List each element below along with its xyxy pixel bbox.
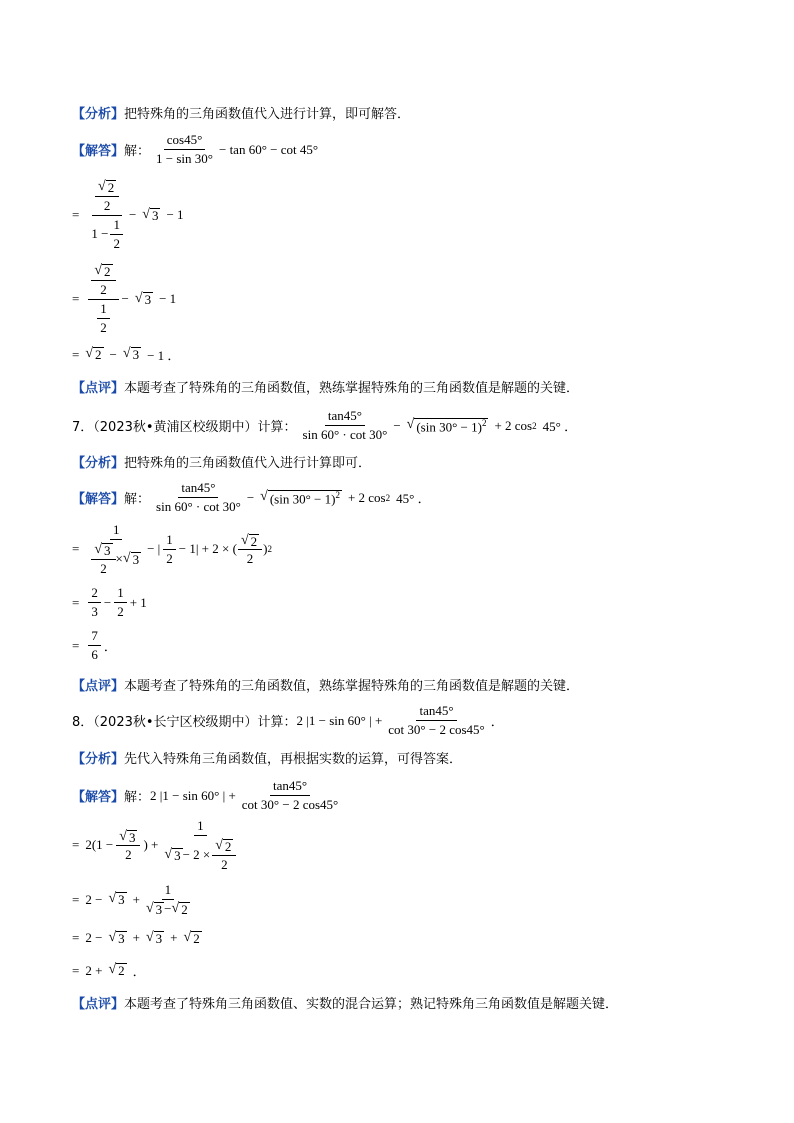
comment-tag: 【点评】	[72, 679, 125, 694]
solution-tag: 【解答】	[72, 144, 125, 159]
step-line: = 1 √ 3 2 × √ 3 − | $\frac{1}{2}$ − 1| + 2 × ( √ 2 2 ) 2	[72, 522, 272, 576]
step-line: = 2(1 − √ 3 2 ) + 1 √ 3 − 2 × √ 2 2	[72, 818, 242, 873]
step-line: = √ 2 2 1 − $\frac{1}{2}$ − √ 3 − 1	[72, 179, 184, 251]
comment-line-7	[72, 675, 579, 694]
complex-fraction: √ 2 2 1 − $\frac{1}{2}$	[88, 178, 126, 252]
comment-text: 本题考查了特殊角的三角函数值，熟练掌握特殊角的三角函数值是解题的关键．	[124, 679, 580, 694]
solution-line-7: 【解答】 解： $\frac{\tan 45^\circ}{\sin 60^\circ \cdot \cot 30^\circ}$ − √ (sin 30° − 1)$^2$ + 2 cos 2 45° ．	[72, 480, 431, 514]
solution-text: 解：	[124, 790, 151, 805]
question-fraction: $\frac{\tan 45^\circ}{\cot 30^\circ - 2 \cos 45^\circ}$	[388, 703, 485, 737]
solution-fraction: $\frac{\tan 45^\circ}{\cot 30^\circ - 2 \cos 45^\circ}$	[241, 778, 339, 812]
solution-tag: 【解答】	[72, 790, 125, 805]
comment-text: 本题考查了特殊角的三角函数值，熟练掌握特殊角的三角函数值是解题的关键．	[124, 381, 580, 396]
square-root: √ (sin 30° − 1)$^2$	[260, 488, 340, 506]
step-line: = $\frac{7}{6}$ ．	[72, 628, 117, 662]
question-head: 7．（2023秋•黄浦区校级期中）计算：	[72, 420, 297, 435]
solution-text: 解：	[124, 492, 151, 507]
fraction-expression: $\frac{\cos 45^\circ}{1 - \sin 30^\circ}$	[156, 132, 213, 166]
comment-tag: 【点评】	[72, 997, 125, 1012]
step-line: = √ 2 − √ 3 − 1 ．	[72, 346, 181, 363]
analysis-text: 把特殊角的三角函数值代入进行计算即可．	[124, 456, 372, 471]
complex-fraction: 1 √ 3 2 × √ 3	[88, 522, 144, 577]
question-8: 8．（2023秋•长宁区校级期中）计算： 2 |1 − sin 60° | + $\frac{\tan 45^\circ}{\cot 30^\circ - 2 \cos 45^\circ}$ ．	[72, 703, 504, 737]
complex-fraction: 1 √ 3 − 2 × √ 2 2	[161, 818, 239, 873]
analysis-tag: 【分析】	[72, 456, 125, 471]
question-7: 7．（2023秋•黄浦区校级期中）计算： $\frac{\tan 45^\circ}{\sin 60^\circ \cdot \cot 30^\circ}$ − √ (sin 30° − 1)$^2$ + 2 cos 2 45° ．	[72, 408, 578, 442]
analysis-tag: 【分析】	[72, 107, 125, 122]
solution-line-8: 【解答】 解： 2 |1 − sin 60° | + $\frac{\tan 45^\circ}{\cot 30^\circ - 2 \cos 45^\circ}$	[72, 778, 344, 813]
step-line: = √ 2 2 $\frac{1}{2}$ − √ 3 − 1	[72, 263, 177, 335]
analysis-line-6	[72, 103, 410, 122]
question-fraction: $\frac{\tan 45^\circ}{\sin 60^\circ \cdot \cot 30^\circ}$	[302, 408, 388, 442]
square-root: √ (sin 30° − 1)$^2$	[406, 416, 487, 434]
step-line: = 2 + √ 2 ．	[72, 962, 146, 979]
step-line: = 2 − √ 3 + 1 √ 3 − √ 2	[72, 882, 188, 917]
comment-text: 本题考查了特殊角三角函数值、实数的混合运算；熟记特殊角三角函数值是解题关键．	[124, 997, 619, 1012]
solution-tag: 【解答】	[72, 492, 125, 507]
analysis-line-8	[72, 748, 462, 767]
question-head: 8．（2023秋•长宁区校级期中）计算：	[72, 715, 297, 730]
expression-rest: − tan 60° − cot 45°	[218, 141, 319, 157]
solution-text: 解：	[124, 144, 151, 159]
comment-tag: 【点评】	[72, 381, 125, 396]
solution-line-6	[72, 132, 318, 167]
step-line: = $\frac{2}{3}$ − $\frac{1}{2}$ + 1	[72, 585, 147, 619]
solution-fraction: $\frac{\tan 45^\circ}{\sin 60^\circ \cdot \cot 30^\circ}$	[156, 480, 241, 514]
comment-line-8	[72, 993, 618, 1012]
analysis-line-7	[72, 452, 371, 471]
comment-line-6	[72, 377, 579, 396]
analysis-tag: 【分析】	[72, 752, 125, 767]
complex-fraction: √ 2 2 $\frac{1}{2}$	[88, 262, 118, 336]
analysis-text: 先代入特殊角三角函数值，再根据实数的运算，可得答案．	[124, 752, 463, 767]
step-line: = 2 − √ 3 + √ 3 + √ 2	[72, 929, 200, 946]
analysis-text: 把特殊角的三角函数值代入进行计算，即可解答．	[124, 107, 411, 122]
